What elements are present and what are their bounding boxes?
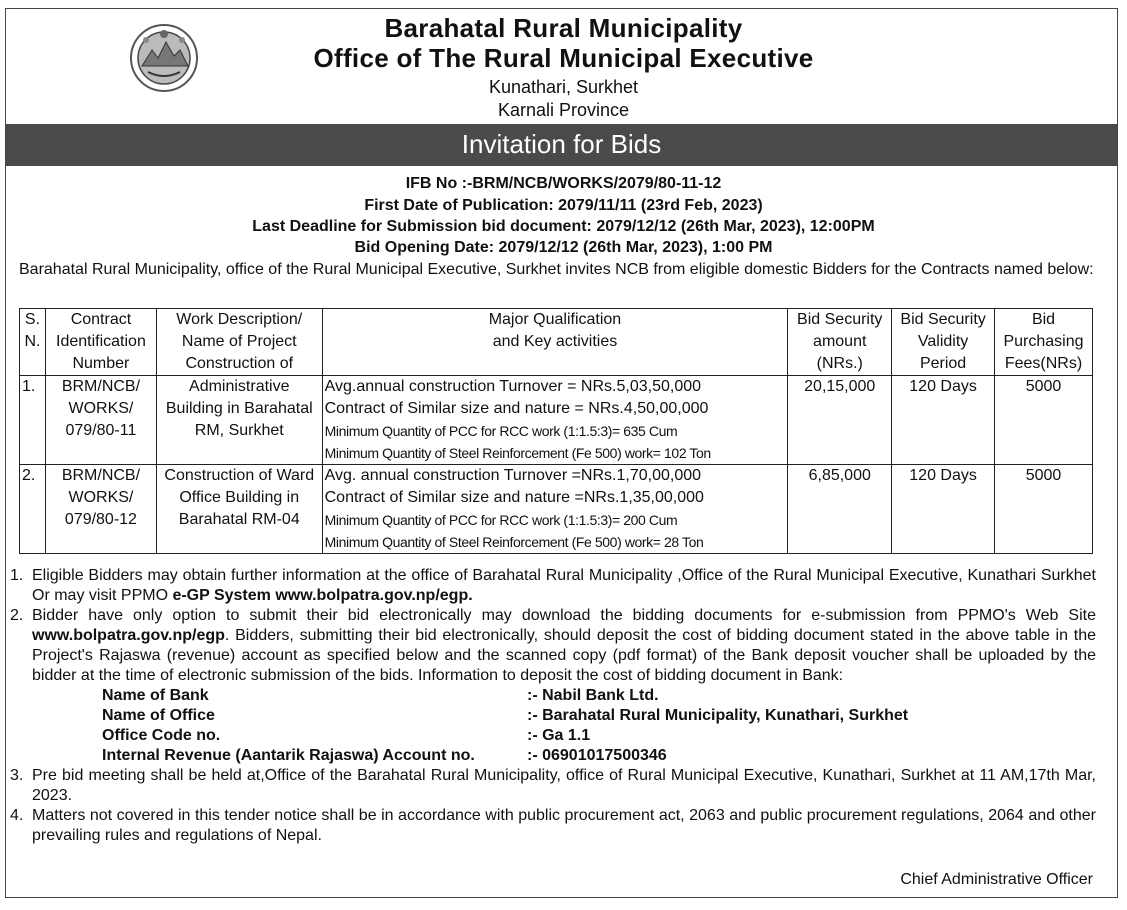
note-number: 4.	[10, 807, 24, 824]
note-body: Bidder have only option to submit their bid electronically may download the bidding documents for e-submission from PPMO's Web Site	[32, 607, 1096, 624]
address-line2: Karnali Province	[497, 100, 630, 120]
header-qualification-line2: and Key activities	[492, 333, 618, 350]
row-sn: 1.	[20, 376, 46, 465]
bank-detail-row	[102, 746, 1096, 766]
note-item	[10, 806, 1096, 846]
bank-detail-label: Name of Bank	[102, 687, 209, 704]
table-header-row	[20, 309, 1093, 376]
note-item	[10, 566, 1096, 606]
row-fees: 5000	[995, 376, 1093, 465]
row-security-amount: 20,15,000	[788, 376, 892, 465]
header-security-validity: Bid Security Validity Period	[892, 309, 995, 376]
address-line1: Kunathari, Surkhet	[488, 77, 639, 97]
header-security-amount: Bid Security amount (NRs.)	[788, 309, 892, 376]
notes-list	[10, 566, 1096, 846]
row-contract-id: BRM/NCB/ WORKS/ 079/80-12	[45, 465, 156, 554]
row-work-description: Administrative Building in Barahatal RM, Surkhet	[156, 376, 322, 465]
header-qualification-line1: Major Qualification	[488, 311, 622, 328]
bids-table	[19, 308, 1093, 554]
bank-detail-row	[102, 686, 1096, 706]
row-security-amount: 6,85,000	[788, 465, 892, 554]
note-text: Pre bid meeting shall be held at,Office of the Barahatal Rural Municipality, office of Rural Municipal Executive, Kunathari, Surkhet at 11 AM,17th Mar, 2023.	[32, 767, 1096, 804]
banner-title: Invitation for Bids	[6, 124, 1117, 166]
submission-deadline: Last Deadline for Submission bid document: 2079/12/12 (26th Mar, 2023), 12:00PM	[252, 218, 875, 235]
ifb-number: IFB No :-BRM/NCB/WORKS/2079/80-11-12	[405, 175, 722, 192]
note-number: 1.	[10, 567, 24, 584]
qualification-line: Avg.annual construction Turnover = NRs.5,03,50,000	[324, 378, 702, 395]
qualification-line: Minimum Quantity of PCC for RCC work (1:1.5:3)= 635 Cum	[324, 423, 678, 439]
note-text	[32, 566, 1096, 606]
note-text: Matters not covered in this tender notice shall be in accordance with public procurement act, 2063 and public procurement regulations, 2064 and other prevailing rules and regulations of Nepal.	[32, 807, 1096, 844]
note-item	[10, 606, 1096, 766]
note-item	[10, 766, 1096, 806]
table-row	[20, 376, 1093, 465]
bank-detail-value: :- Ga 1.1	[527, 727, 591, 744]
table-row	[20, 465, 1093, 554]
bank-detail-value: :- Nabil Bank Ltd.	[527, 687, 659, 704]
bank-detail-label: Office Code no.	[102, 727, 221, 744]
org-name: Barahatal Rural Municipality	[384, 13, 743, 43]
row-sn: 2.	[20, 465, 46, 554]
row-qualification	[322, 376, 788, 465]
row-qualification	[322, 465, 788, 554]
first-publication-date: First Date of Publication: 2079/11/11 (23rd Feb, 2023)	[364, 197, 763, 214]
bank-detail-row	[102, 726, 1096, 746]
qualification-line: Minimum Quantity of Steel Reinforcement (Fe 500) work= 28 Ton	[324, 534, 704, 550]
row-fees: 5000	[995, 465, 1093, 554]
header-sn: S. N.	[20, 309, 46, 376]
bank-detail-value: :- Barahatal Rural Municipality, Kunathari, Surkhet	[527, 707, 909, 724]
bolpatra-link-text: www.bolpatra.gov.np/egp	[32, 627, 225, 644]
qualification-line: Contract of Similar size and nature = NRs.4,50,00,000	[324, 400, 709, 417]
row-validity: 120 Days	[892, 465, 995, 554]
header-fees: Bid Purchasing Fees(NRs)	[995, 309, 1093, 376]
row-work-description: Construction of Ward Office Building in Barahatal RM-04	[156, 465, 322, 554]
row-contract-id: BRM/NCB/ WORKS/ 079/80-11	[45, 376, 156, 465]
note-body: . Bidders, submitting their bid electronically, should deposit the cost of bidding document stated in the above table in the Project's Rajaswa (revenue) account as specified below and the scanned copy (pdf format) of the Bank deposit voucher shall be uploaded by the bidder at the time of electronic submission of the bids. Information to deposit the cost of bidding document in Bank:	[32, 627, 1096, 684]
qualification-line: Minimum Quantity of Steel Reinforcement (Fe 500) work= 102 Ton	[324, 445, 711, 461]
header-contract-id: Contract Identification Number	[45, 309, 156, 376]
bank-detail-value: :- 06901017500346	[527, 747, 667, 764]
intro-paragraph: Barahatal Rural Municipality, office of the Rural Municipal Executive, Surkhet invites NCB from eligible domestic Bidders for the Contracts named below:	[19, 261, 1094, 278]
bid-opening-date: Bid Opening Date: 2079/12/12 (26th Mar, 2023), 1:00 PM	[354, 239, 773, 256]
signature-title: Chief Administrative Officer	[900, 871, 1093, 888]
note-body: Eligible Bidders may obtain further information at the office of Barahatal Rural Municipality ,Office of the Rural Municipal Executive, Kunathari Surkhet Or may visit PPMO	[32, 567, 1096, 604]
bank-detail-row	[102, 706, 1096, 726]
note-number: 2.	[10, 607, 24, 624]
header-work-description: Work Description/ Name of Project Construction of	[156, 309, 322, 376]
qualification-line: Avg. annual construction Turnover =NRs.1,70,00,000	[324, 467, 702, 484]
office-name: Office of The Rural Municipal Executive	[313, 43, 814, 73]
note-text	[32, 606, 1096, 766]
header-qualification	[322, 309, 788, 376]
qualification-line: Minimum Quantity of PCC for RCC work (1:1.5:3)= 200 Cum	[324, 512, 678, 528]
bank-detail-label: Internal Revenue (Aantarik Rajaswa) Account no.	[102, 747, 475, 764]
egp-link-text: e-GP System www.bolpatra.gov.np/egp.	[172, 587, 473, 604]
bank-detail-label: Name of Office	[102, 707, 215, 724]
qualification-line: Contract of Similar size and nature =NRs.1,35,00,000	[324, 489, 704, 506]
note-number: 3.	[10, 767, 24, 784]
bank-details	[102, 686, 1096, 766]
row-validity: 120 Days	[892, 376, 995, 465]
